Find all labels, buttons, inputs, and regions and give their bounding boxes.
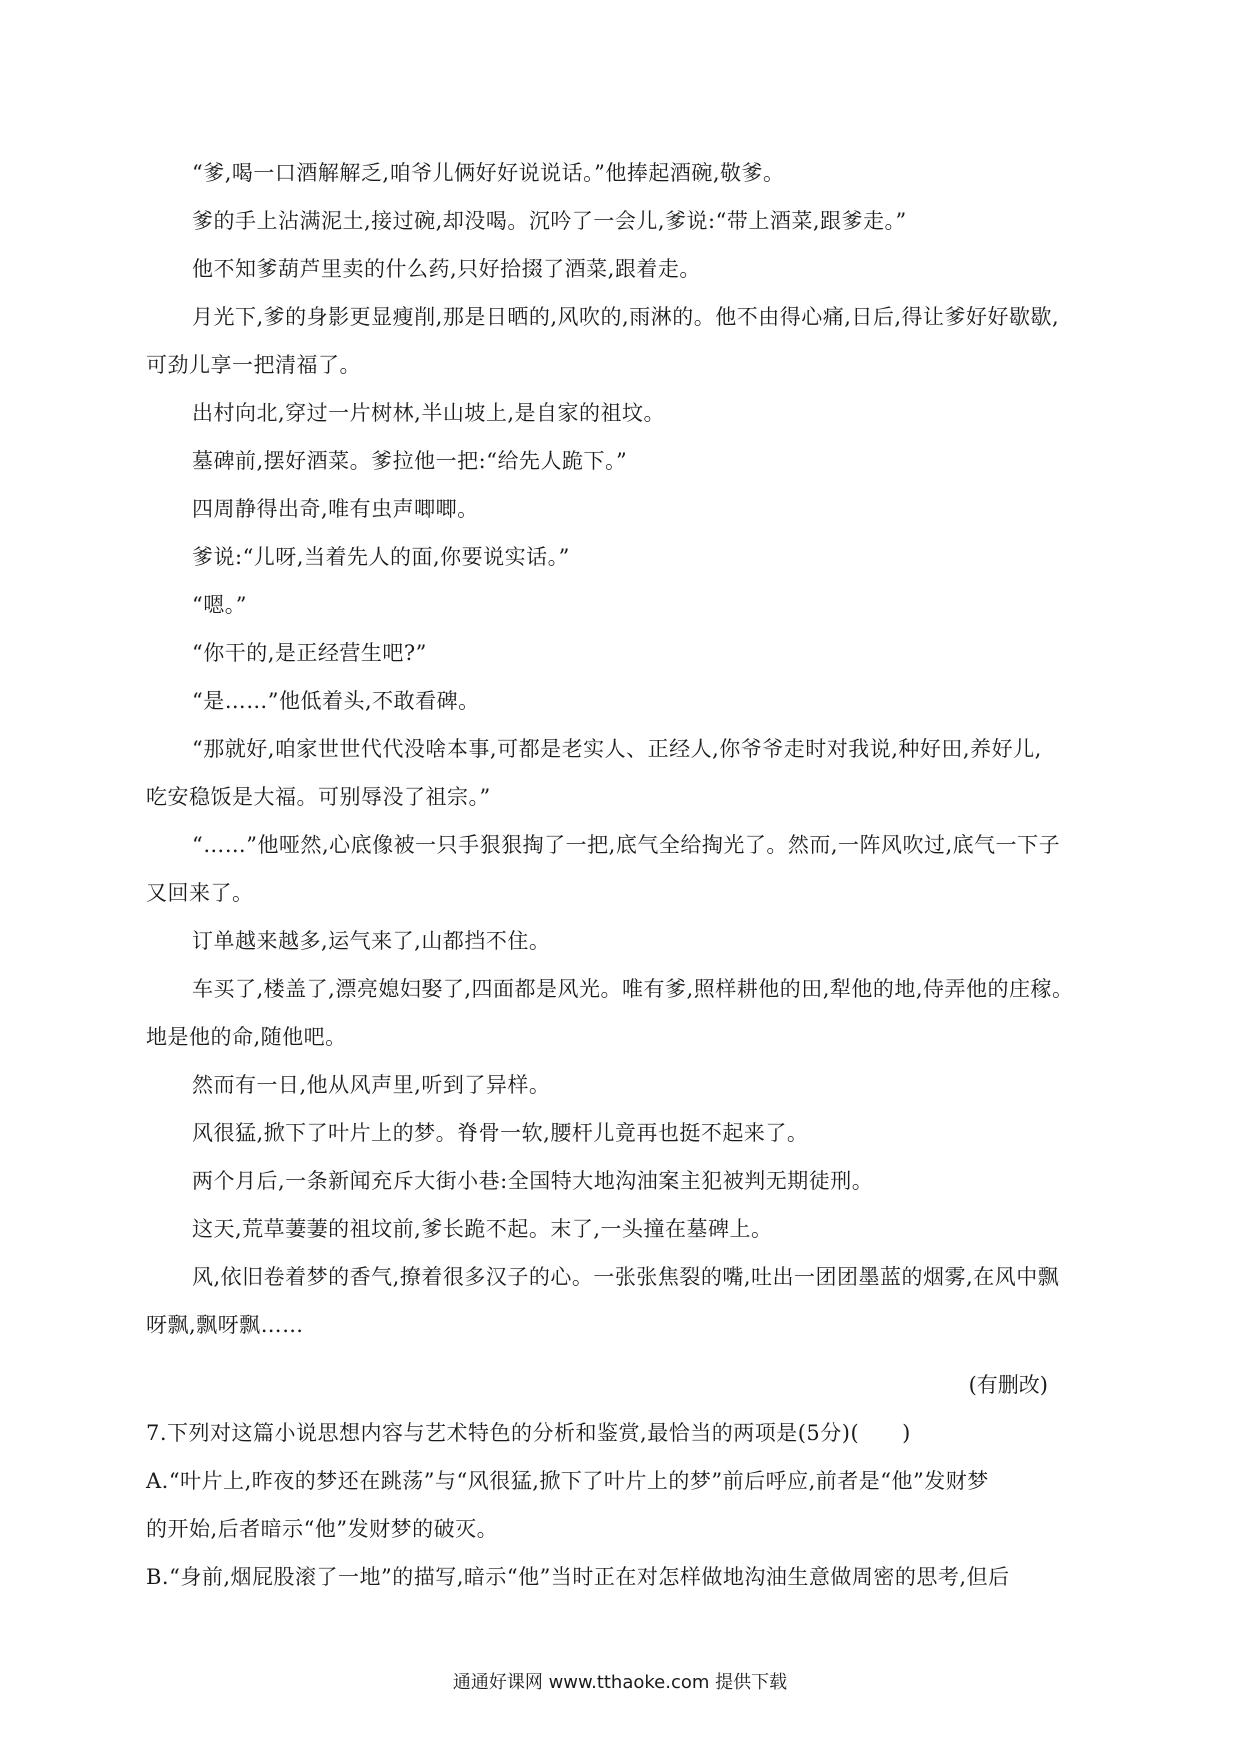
story-paragraph: 两个月后,一条新闻充斥大街小巷:全国特大地沟油案主犯被判无期徒刑。 xyxy=(192,1169,874,1193)
story-paragraph: 他不知爹葫芦里卖的什么药,只好拾掇了酒菜,跟着走。 xyxy=(192,257,701,281)
story-paragraph-continuation: 呀飘,飘呀飘…… xyxy=(146,1313,304,1337)
story-paragraph: 这天,荒草萋萋的祖坟前,爹长跪不起。末了,一头撞在墓碑上。 xyxy=(192,1217,773,1241)
story-paragraph: 月光下,爹的身影更显瘦削,那是日晒的,风吹的,雨淋的。他不由得心痛,日后,得让爹好好歇歇, xyxy=(192,305,1060,329)
story-paragraph: “是……”他低着头,不敢看碑。 xyxy=(192,689,480,713)
option-a: A.“叶片上,昨夜的梦还在跳荡”与“风很猛,掀下了叶片上的梦”前后呼应,前者是“他”发财梦 xyxy=(146,1469,989,1493)
story-paragraph-continuation: 吃安稳饭是大福。可别辱没了祖宗。” xyxy=(146,785,491,809)
story-paragraph: 四周静得出奇,唯有虫声唧唧。 xyxy=(192,497,479,521)
footer-watermark: 通通好课网 www.tthaoke.com 提供下载 xyxy=(452,1672,788,1693)
abridged-note: (有删改) xyxy=(968,1373,1048,1397)
story-paragraph: “你干的,是正经营生吧?” xyxy=(192,641,427,665)
option-b: B.“身前,烟屁股滚了一地”的描写,暗示“他”当时正在对怎样做地沟油生意做周密的思考,但后 xyxy=(146,1565,1010,1589)
story-paragraph: 风很猛,掀下了叶片上的梦。脊骨一软,腰杆儿竟再也挺不起来了。 xyxy=(192,1121,809,1145)
story-paragraph: 订单越来越多,运气来了,山都挡不住。 xyxy=(192,929,551,953)
story-paragraph-continuation: 地是他的命,随他吧。 xyxy=(146,1025,347,1049)
story-paragraph: “嗯。” xyxy=(192,593,247,617)
story-paragraph: “那就好,咱家世世代代没啥本事,可都是老实人、正经人,你爷爷走时对我说,种好田,养好儿, xyxy=(192,737,1042,761)
story-paragraph: 爹的手上沾满泥土,接过碗,却没喝。沉吟了一会儿,爹说:“带上酒菜,跟爹走。” xyxy=(192,209,907,233)
story-paragraph: 爹说:“儿呀,当着先人的面,你要说实话。” xyxy=(192,545,570,569)
story-paragraph: 出村向北,穿过一片树林,半山坡上,是自家的祖坟。 xyxy=(192,401,666,425)
story-paragraph: 风,依旧卷着梦的香气,撩着很多汉子的心。一张张焦裂的嘴,吐出一团团墨蓝的烟雾,在风中飘 xyxy=(192,1265,1060,1289)
option-a-continuation: 的开始,后者暗示“他”发财梦的破灭。 xyxy=(146,1517,499,1541)
story-paragraph: 车买了,楼盖了,漂亮媳妇娶了,四面都是风光。唯有爹,照样耕他的田,犁他的地,侍弄他的庄稼。 xyxy=(192,977,1074,1001)
story-paragraph-continuation: 又回来了。 xyxy=(146,881,254,905)
story-paragraph: 然而有一日,他从风声里,听到了异样。 xyxy=(192,1073,551,1097)
story-paragraph: “爹,喝一口酒解解乏,咱爷儿俩好好说说话。”他捧起酒碗,敬爹。 xyxy=(192,161,785,185)
story-paragraph: 墓碑前,摆好酒菜。爹拉他一把:“给先人跪下。” xyxy=(192,449,628,473)
story-paragraph-continuation: 可劲儿享一把清福了。 xyxy=(146,353,361,377)
story-paragraph: “……”他哑然,心底像被一只手狠狠掏了一把,底气全给掏光了。然而,一阵风吹过,底气一下子 xyxy=(192,833,1061,857)
question-stem: 7.下列对这篇小说思想内容与艺术特色的分析和鉴赏,最恰当的两项是(5分)( ) xyxy=(146,1421,911,1445)
